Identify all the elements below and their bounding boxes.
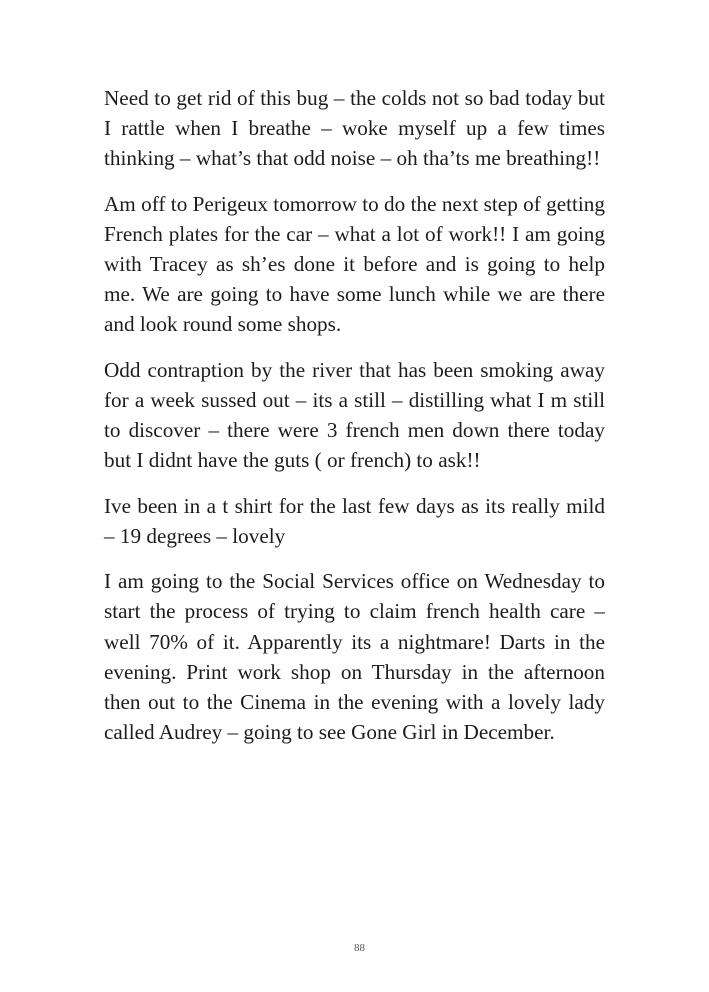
paragraph-bug: Need to get rid of this bug – the colds not so bad today but I rattle when I breathe – woke myself up a few times thinking – what’s that odd noise – oh tha’ts me breathing!!	[104, 86, 605, 171]
paragraph-perigeux: Am off to Perigeux tomorrow to do the next step of getting French plates for the car – what a lot of work!! I am going with Tracey as sh’es done it before and is going to help me. We are going to have some lunch while we are there and look round some shops.	[104, 191, 605, 337]
paragraph-t-shirt: Ive been in a t shirt for the last few days as its really mild – 19 degrees – lovely	[104, 493, 605, 548]
paragraph-contraption: Odd contraption by the river that has been smoking away for a week sussed out – its a still – distilling what I m still to discover – there were 3 french men down there today but I didnt have the guts ( or french) to ask!!	[104, 357, 605, 473]
body-text	[104, 83, 605, 762]
page-number: 88	[354, 942, 365, 954]
paragraph-social-services: I am going to the Social Services office on Wednesday to start the process of trying to claim french health care – well 70% of it. Apparently its a nightmare! Darts in the evening. Print work shop on Thursday in the afternoon then out to the Cinema in the evening with a lovely lady called Audrey – going to see Gone Girl in December.	[104, 569, 605, 744]
